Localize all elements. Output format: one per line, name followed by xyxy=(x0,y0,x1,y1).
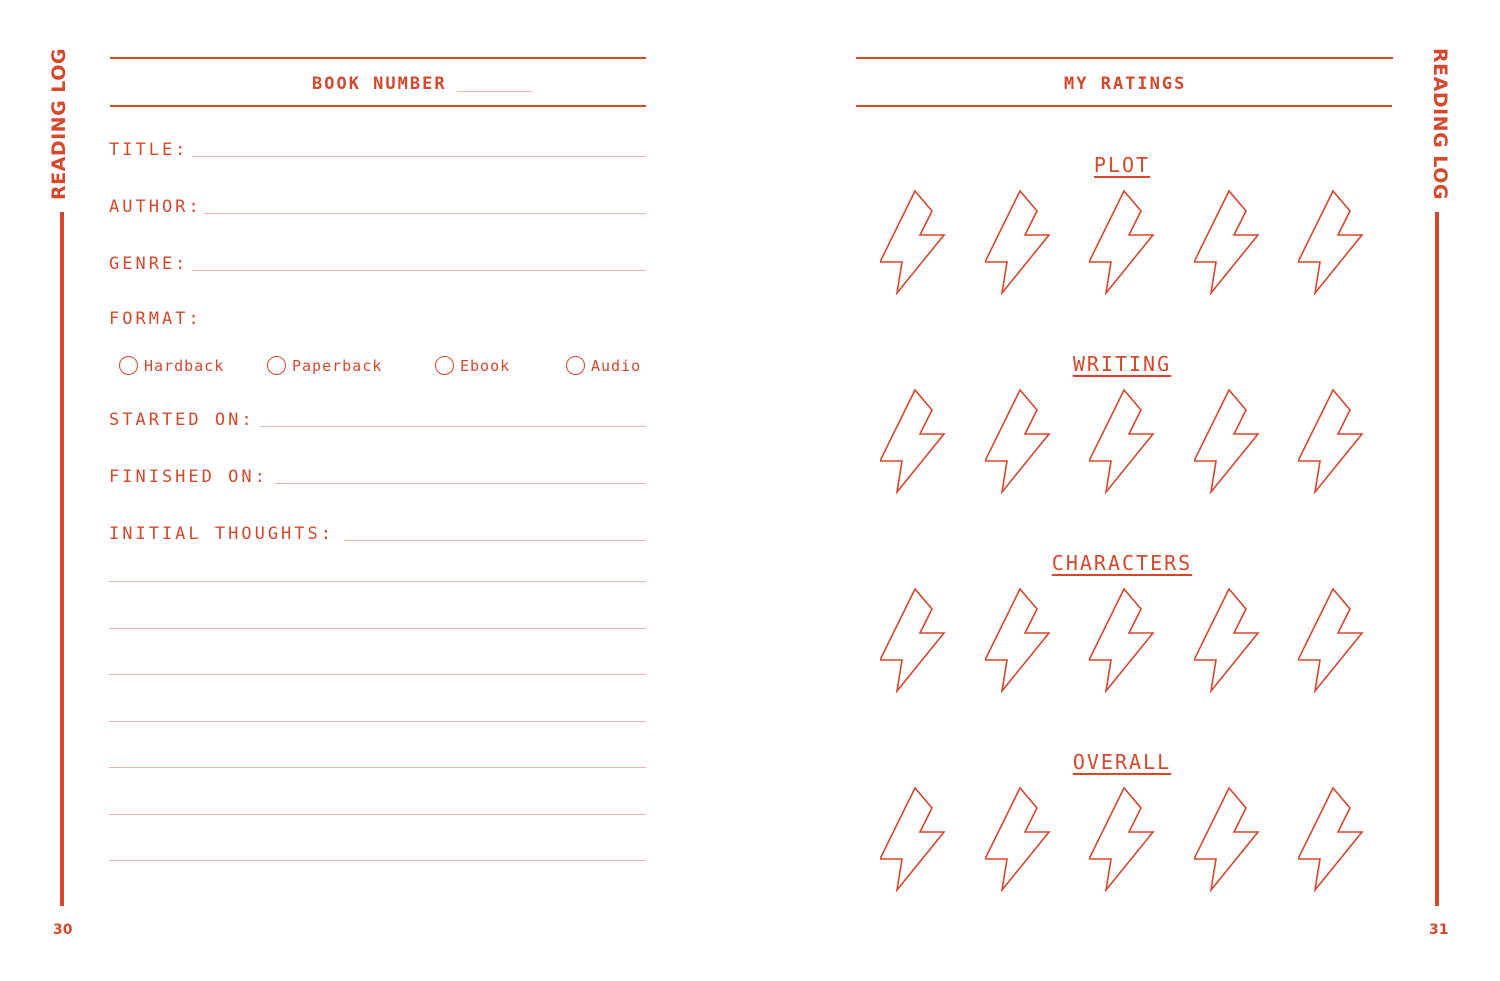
initial-thoughts-field[interactable] xyxy=(344,540,646,541)
format-option-hardback[interactable] xyxy=(119,356,224,375)
lightning-bolt-icon[interactable] xyxy=(1089,388,1155,494)
title-label: TITLE: xyxy=(109,140,189,160)
finished-on-label: FINISHED ON: xyxy=(109,467,268,487)
format-option-label: Hardback xyxy=(144,356,225,375)
ratings-rule-bottom xyxy=(856,105,1392,107)
format-option-label: Paperback xyxy=(292,356,383,375)
thoughts-line[interactable] xyxy=(109,674,646,675)
lightning-bolt-icon[interactable] xyxy=(1298,786,1364,892)
genre-field[interactable] xyxy=(192,270,646,271)
my-ratings-title: MY RATINGS xyxy=(1064,74,1187,94)
header-rule-top xyxy=(110,57,646,59)
thoughts-line[interactable] xyxy=(109,814,646,815)
author-label: AUTHOR: xyxy=(109,197,202,217)
thoughts-line[interactable] xyxy=(109,860,646,861)
thoughts-line[interactable] xyxy=(109,581,646,582)
lightning-bolt-icon[interactable] xyxy=(1194,587,1260,693)
genre-label: GENRE: xyxy=(109,254,189,274)
rating-title-writing: WRITING xyxy=(1072,352,1172,376)
lightning-bolt-icon[interactable] xyxy=(1194,786,1260,892)
lightning-bolt-icon[interactable] xyxy=(1089,587,1155,693)
lightning-bolt-icon[interactable] xyxy=(1298,587,1364,693)
started-on-label: STARTED ON: xyxy=(109,410,255,430)
rating-title-overall: OVERALL xyxy=(1072,750,1172,774)
radio-button[interactable] xyxy=(267,356,286,375)
lightning-bolt-icon[interactable] xyxy=(985,786,1051,892)
lightning-bolt-icon[interactable] xyxy=(985,388,1051,494)
lightning-bolt-icon[interactable] xyxy=(880,388,946,494)
thoughts-line[interactable] xyxy=(109,628,646,629)
rating-title-characters: CHARACTERS xyxy=(1051,551,1193,575)
book-number-field[interactable] xyxy=(457,91,532,92)
finished-on-field[interactable] xyxy=(275,483,646,484)
initial-thoughts-label: INITIAL THOUGHTS: xyxy=(109,524,334,544)
side-label-left: READING LOG xyxy=(48,48,70,200)
lightning-bolt-icon[interactable] xyxy=(1194,388,1260,494)
page-number-right: 31 xyxy=(1429,922,1449,938)
side-bar-right xyxy=(1435,212,1439,906)
radio-button[interactable] xyxy=(566,356,585,375)
page-number-left: 30 xyxy=(53,922,73,938)
lightning-bolt-icon[interactable] xyxy=(1194,189,1260,295)
format-option-ebook[interactable] xyxy=(435,356,510,375)
radio-button[interactable] xyxy=(119,356,138,375)
lightning-bolt-icon[interactable] xyxy=(1089,189,1155,295)
radio-button[interactable] xyxy=(435,356,454,375)
thoughts-line[interactable] xyxy=(109,767,646,768)
header-rule-bottom xyxy=(110,105,646,107)
author-field[interactable] xyxy=(204,213,646,214)
lightning-bolt-icon[interactable] xyxy=(880,786,946,892)
lightning-bolt-icon[interactable] xyxy=(1298,189,1364,295)
lightning-bolt-icon[interactable] xyxy=(1089,786,1155,892)
format-option-label: Ebook xyxy=(460,356,511,375)
lightning-bolt-icon[interactable] xyxy=(985,587,1051,693)
title-field[interactable] xyxy=(192,156,646,157)
started-on-field[interactable] xyxy=(260,426,646,427)
format-option-paperback[interactable] xyxy=(267,356,382,375)
side-bar-left xyxy=(60,212,64,906)
lightning-bolt-icon[interactable] xyxy=(985,189,1051,295)
lightning-bolt-icon[interactable] xyxy=(1298,388,1364,494)
format-option-audio[interactable] xyxy=(566,356,641,375)
ratings-rule-top xyxy=(856,57,1393,59)
rating-title-plot: PLOT xyxy=(1093,153,1151,177)
side-label-right: READING LOG xyxy=(1429,48,1451,200)
format-label: FORMAT: xyxy=(109,309,202,329)
book-number-title: BOOK NUMBER xyxy=(312,74,447,94)
format-option-label: Audio xyxy=(591,356,642,375)
thoughts-line[interactable] xyxy=(109,721,646,722)
lightning-bolt-icon[interactable] xyxy=(880,587,946,693)
lightning-bolt-icon[interactable] xyxy=(880,189,946,295)
